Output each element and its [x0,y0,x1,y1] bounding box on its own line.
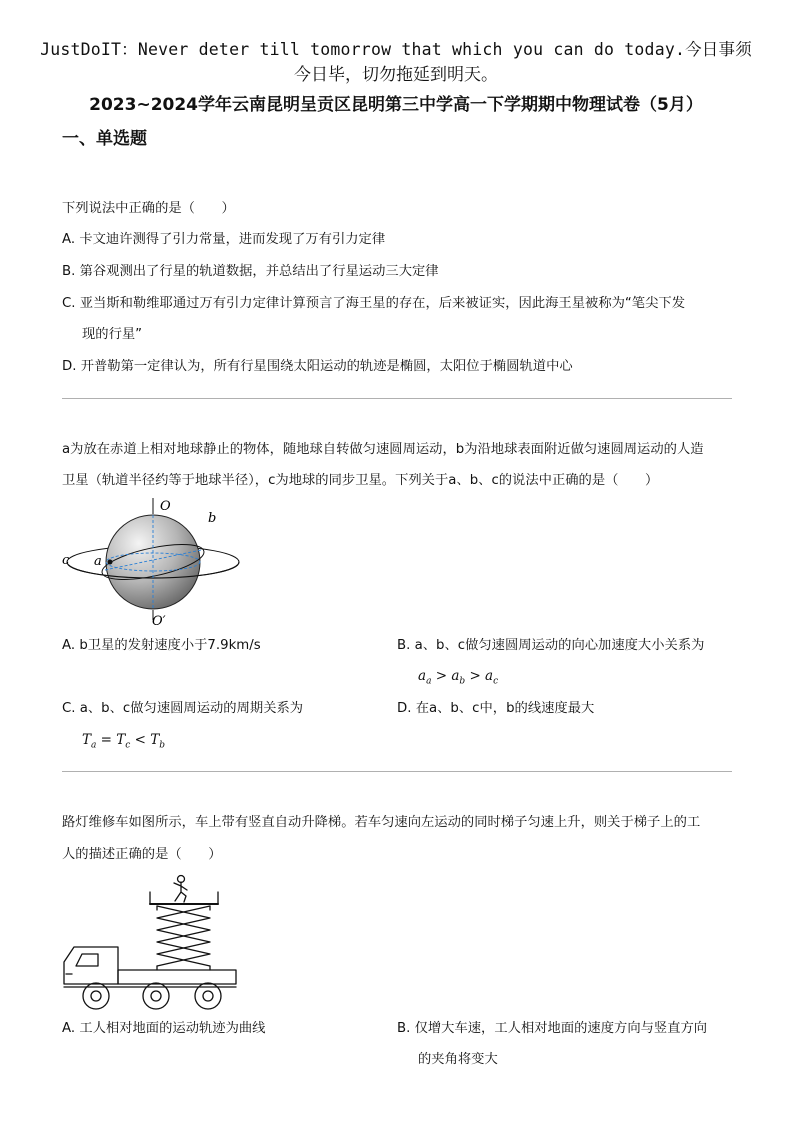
motto-chinese: 今日毕，切勿拖延到明天。 [294,65,498,85]
divider [62,771,732,772]
q3-stem-line2: 人的描述正确的是（ ） [62,847,222,862]
section-title: 一、单选题 [62,129,147,149]
label-c: c [62,553,70,568]
q2-option-a[interactable]: A. b卫星的发射速度小于7.9km/s [62,638,261,653]
earth-orbit-figure [60,498,240,628]
label-o-top: O [160,499,171,514]
q3-stem-line1: 路灯维修车如图所示，车上带有竖直自动升降梯。若车匀速向左运动的同时梯子匀速上升，则关于梯子上的工 [62,815,701,830]
q1-option-c[interactable]: C. 亚当斯和勒维耶通过万有引力定律计算预言了海王星的存在，后来被证实，因此海王星被称为“笔尖下发 [62,296,685,311]
q3-option-b-cont: 的夹角将变大 [418,1052,498,1067]
q2-stem-line1: a为放在赤道上相对地球静止的物体，随地球自转做匀速圆周运动，b为沿地球表面附近做匀速圆周运动的人造 [62,442,704,457]
label-b: b [208,511,217,526]
repair-truck-figure [60,870,242,1015]
label-a: a [94,554,102,569]
label-o-bottom: O′ [152,614,166,628]
q2-option-b[interactable]: B. a、b、c做匀速圆周运动的向心加速度大小关系为 [397,638,705,653]
motto-english: JustDoIT：Never deter till tomorrow that which you can do today.今日事须 [40,40,752,59]
q2-stem-line2: 卫星（轨道半径约等于地球半径），c为地球的同步卫星。下列关于a、b、c的说法中正确的是（ ） [62,473,659,488]
q2-option-c[interactable]: C. a、b、c做匀速圆周运动的周期关系为 [62,701,304,716]
q3-option-b[interactable]: B. 仅增大车速，工人相对地面的速度方向与竖直方向 [397,1021,708,1036]
exam-title: 2023~2024学年云南昆明呈贡区昆明第三中学高一下学期期中物理试卷（5月） [89,95,703,115]
q1-option-b[interactable]: B. 第谷观测出了行星的轨道数据，并总结出了行星运动三大定律 [62,264,439,279]
q1-option-d[interactable]: D. 开普勒第一定律认为，所有行星围绕太阳运动的轨迹是椭圆，太阳位于椭圆轨道中心 [62,359,573,374]
point-a [108,560,113,565]
q2-option-d[interactable]: D. 在a、b、c中，b的线速度最大 [397,701,595,716]
q3-option-a[interactable]: A. 工人相对地面的运动轨迹为曲线 [62,1021,266,1036]
q2-option-c-formula: $T_a = T_c < T_b$ [82,732,166,751]
q2-option-b-formula: $a_a > a_b > a_c$ [418,668,499,687]
q1-option-c-cont: 现的行星” [82,327,143,342]
q1-stem: 下列说法中正确的是（ ） [62,201,235,216]
q1-option-a[interactable]: A. 卡文迪许测得了引力常量，进而发现了万有引力定律 [62,232,386,247]
divider [62,398,732,399]
